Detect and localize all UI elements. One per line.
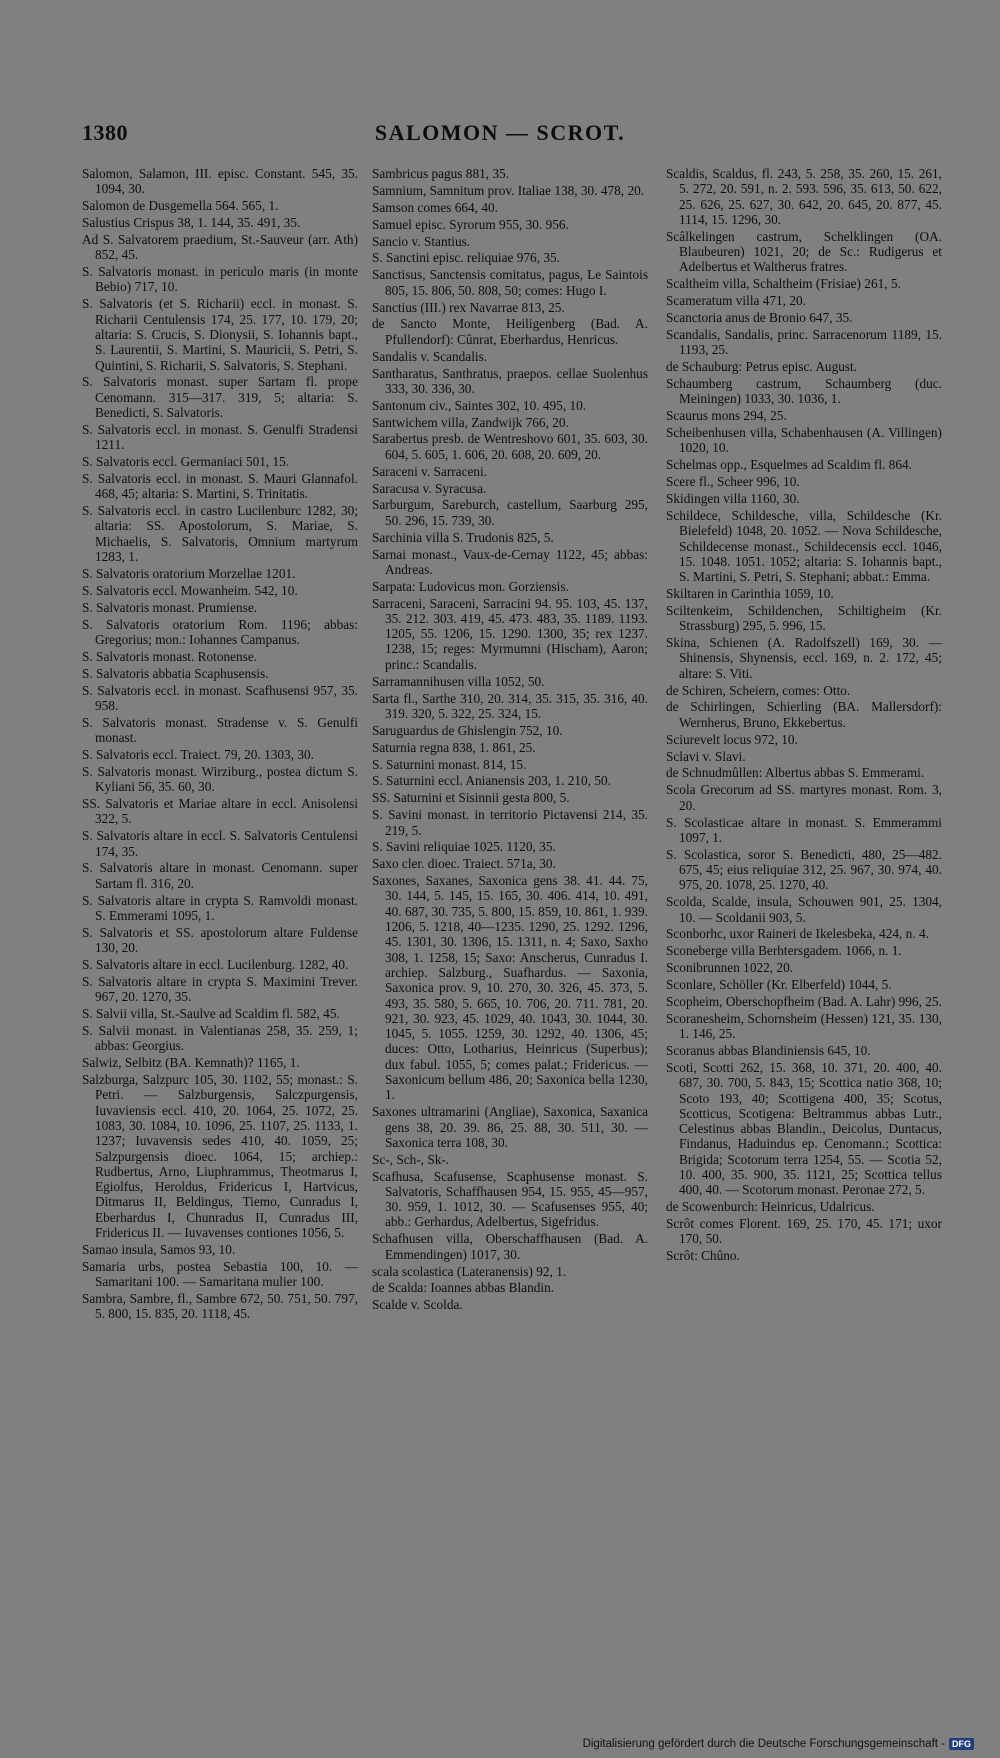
index-entry: Scoranesheim, Schornsheim (Hessen) 121, 35. 130, 1. 146, 25. bbox=[666, 1010, 942, 1042]
index-entry: S. Salvatoris oratorium Morzellae 1201. bbox=[82, 565, 296, 581]
index-entry: Skiltaren in Carinthia 1059, 10. bbox=[666, 586, 834, 602]
index-entry: Sconborhc, uxor Raineri de Ikelesbeka, 424, n. 4. bbox=[666, 926, 929, 942]
credit-text: Digitalisierung gefördert durch die Deutsche Forschungsgemeinschaft - bbox=[582, 1738, 945, 1750]
index-entry: Sarpata: Ludovicus mon. Gorziensis. bbox=[372, 578, 569, 594]
index-entry: S. Salvatoris altare in crypta S. Maximini Trever. 967, 20. 1270, 35. bbox=[82, 973, 358, 1005]
index-entry: de Schauburg: Petrus episc. August. bbox=[666, 359, 858, 375]
index-entry: Scalde v. Scolda. bbox=[372, 1297, 463, 1313]
index-entry: S. Salvatoris monast. super Sartam fl. prope Cenomann. 315—317. 319, 5; altaria: S. Benedicti, S. Salvatoris. bbox=[82, 374, 358, 421]
index-entry: Sciurevelt locus 972, 10. bbox=[666, 731, 798, 747]
index-entry: S. Sanctini episc. reliquiae 976, 35. bbox=[372, 250, 560, 266]
index-entry: Samao insula, Samos 93, 10. bbox=[82, 1241, 236, 1257]
index-entry: Scaltheim villa, Schaltheim (Frisiae) 261, 5. bbox=[666, 276, 901, 292]
index-column-1 bbox=[82, 166, 358, 1323]
index-entry: Salzburga, Salzpurc 105, 30. 1102, 55; monast.: S. Petri. — Salzburgensis, Salczpurgensis, Iuvaviensis eccl. 410, 20. 1064, 25. 1072, 25. 1083, 30. 1084, 10. 1096, 25. 1107, 25. 1133, 1. 1237; Iuvavensis sedes 410, 40. 1059, 25; Salzpurgensis dioec. 1064, 15; archiep.: Rudbertus, Arno, Liuphrammus, Theotmarus I, Egiolfus, Heroldus, Fridericus I, Hartvicus, Ditmarus II, Beldingus, Tiemo, Cunradus I, Eberhardus I, Chunradus II, Cunradus III, Fridericus II. — Iuvavenses contiones 1056, 5. bbox=[82, 1072, 358, 1240]
index-entry: Saracusa v. Syracusa. bbox=[372, 480, 487, 496]
index-entry: Sambra, Sambre, fl., Sambre 672, 50. 751, 50. 797, 5. 800, 15. 835, 20. 1118, 45. bbox=[82, 1290, 358, 1322]
index-entry: Scandalis, Sandalis, princ. Sarracenorum 1189, 15. 1193, 25. bbox=[666, 326, 942, 358]
index-entry: Sarburgum, Sareburch, castellum, Saarburg 295, 50. 296, 15. 739, 30. bbox=[372, 497, 648, 528]
index-entry: Ad S. Salvatorem praedium, St.-Sauveur (arr. Ath) 852, 45. bbox=[82, 231, 358, 263]
index-entry: Scopheim, Oberschopfheim (Bad. A. Lahr) 996, 25. bbox=[666, 993, 942, 1009]
index-entry: S. Salvatoris eccl. Traiect. 79, 20. 1303, 30. bbox=[82, 746, 314, 762]
index-entry: Scaurus mons 294, 25. bbox=[666, 408, 787, 424]
index-entry: Sancio v. Stantius. bbox=[372, 233, 471, 249]
index-entry: S. Salvatoris monast. Rotonense. bbox=[82, 648, 258, 664]
index-entry: de Schiren, Scheiern, comes: Otto. bbox=[666, 682, 851, 698]
index-entry: Saxones, Saxanes, Saxonica gens 38. 41. 44. 75, 30. 144, 5. 145, 15. 165, 30. 406. 414, 10. 491, 40. 687, 30. 735, 5. 800, 15. 859, 10. 861, 1. 939. 1206, 5. 1218, 40—1235. 1290, 25. 1292. 1296, 45. 1301, 30. 1306, 15. 1311, n. 4; Saxo, Saxho 308, 1. 1258, 15; Saxo: Anscherus, Cunradus I. archiep. Salzburg., Suafhardus. — Saxonia, Saxonica prov. 9, 10. 270, 30. 326, 45. 373, 5. 493, 35. 580, 5. 665, 10. 706, 20. 711. 781, 20. 921, 30. 923, 45. 1029, 40. 1043, 30. 1044, 30. 1045, 5. 1055. 1259, 30. 1292, 40. 1306, 45; duces: Otto, Lotharius, Heinricus (Superbus); dux fabul. 1055, 5; comes palat.; Fridericus. — Saxonicum bellum 486, 20; Saxonica bella 1230, 1. bbox=[372, 873, 648, 1103]
index-entry: Sarchinia villa S. Trudonis 825, 5. bbox=[372, 529, 554, 545]
index-entry: S. Salvatoris eccl. in monast. S. Genulfi Stradensi 1211. bbox=[82, 421, 358, 453]
index-entry: Sarabertus presb. de Wentreshovo 601, 35. 603, 30. 604, 5. 605, 1. 606, 20. 608, 20. 609, 20. bbox=[372, 431, 648, 462]
index-entry: S. Salvatoris eccl. in monast. Scafhusensi 957, 35. 958. bbox=[82, 682, 358, 713]
index-entry: Schildece, Schildesche, villa, Schildesche (Kr. Bielefeld) 1048, 20. 1052. — Nova Schildesche, Schildecense monast., Schildecensis eccl. 1046, 15. 1048. 1051. 1052; altaria: S. Iohannis bapt., S. Martini, S. Petri, S. Stephani; abbat.: Emma. bbox=[666, 507, 942, 585]
index-entry: S. Salvatoris altare in eccl. Lucilenburg. 1282, 40. bbox=[82, 956, 349, 972]
index-entry: S. Salvatoris abbatia Scaphusensis. bbox=[82, 665, 269, 681]
index-entry: S. Saturnini eccl. Anianensis 203, 1. 210, 50. bbox=[372, 773, 611, 789]
index-entry: Saxones ultramarini (Angliae), Saxonica, Saxanica gens 38, 20. 39. 86, 25. 88, 30. 511, 30. — Saxonica terra 108, 30. bbox=[372, 1104, 648, 1150]
index-entry: Santwichem villa, Zandwijk 766, 20. bbox=[372, 414, 569, 430]
index-entry: Saxo cler. dioec. Traiect. 571a, 30. bbox=[372, 856, 556, 872]
index-entry: S. Saturnini monast. 814, 15. bbox=[372, 756, 527, 772]
index-entry: Sarramannihusen villa 1052, 50. bbox=[372, 673, 545, 689]
index-entry: Scheibenhusen villa, Schabenhausen (A. Villingen) 1020, 10. bbox=[666, 425, 942, 456]
index-entry: Sconibrunnen 1022, 20. bbox=[666, 960, 794, 976]
index-entry: Scoranus abbas Blandiniensis 645, 10. bbox=[666, 1043, 871, 1059]
index-entry: Sanctius (III.) rex Navarrae 813, 25. bbox=[372, 299, 565, 315]
index-entry: Scaldis, Scaldus, fl. 243, 5. 258, 35. 260, 15. 261, 5. 272, 20. 591, n. 2. 593. 596, 35. 613, 50. 622, 25. 626, 25. 627, 30. 642, 20. 645, 20. 877, 45. 1114, 15. 1296, 30. bbox=[666, 166, 942, 227]
digitization-credit bbox=[583, 1738, 974, 1750]
index-entry: S. Scolastica, soror S. Benedicti, 480, 25—482. 675, 45; eius reliquiae 312, 25. 967, 30. 974, 40. 975, 20. 1078, 25. 1270, 40. bbox=[666, 846, 942, 893]
index-entry: SS. Salvatoris et Mariae altare in eccl. Anisolensi 322, 5. bbox=[82, 796, 358, 827]
index-entry: Sconeberge villa Berhtersgadem. 1066, n. 1. bbox=[666, 943, 902, 959]
index-entry: Scere fl., Scheer 996, 10. bbox=[666, 474, 800, 490]
index-entry: S. Salvatoris monast. in periculo maris (in monte Bebio) 717, 10. bbox=[82, 264, 358, 295]
index-entry: Saraceni v. Sarraceni. bbox=[372, 463, 488, 479]
index-entry: Skina, Schienen (A. Radolfszell) 169, 30. — Shinensis, Shynensis, eccl. 169, n. 2. 172, 45; altare: S. Viti. bbox=[666, 635, 942, 681]
index-entry: de Scowenburch: Heinricus, Udalricus. bbox=[666, 1199, 875, 1215]
running-head: SALOMON — SCROT. bbox=[374, 120, 626, 145]
index-entry: Samson comes 664, 40. bbox=[372, 199, 498, 215]
index-entry: Sandalis v. Scandalis. bbox=[372, 348, 488, 364]
index-entry: Samaria urbs, postea Sebastia 100, 10. — Samaritani 100. — Samaritana mulier 100. bbox=[82, 1258, 358, 1290]
index-entry: S. Salvatoris (et S. Richarii) eccl. in monast. S. Richarii Centulensis 174, 25. 177, 10. 179, 20; altaria: S. Crucis, S. Dionysii, S. Iohannis bapt., S. Laurentii, S. Martini, S. Mauricii, S. Petri, S. Quintini, S. Richarii, S. Salvatoris, S. Stephani. bbox=[82, 296, 358, 373]
index-entry: Sconlare, Schöller (Kr. Elberfeld) 1044, 5. bbox=[666, 977, 892, 993]
index-entry: Schelmas opp., Esquelmes ad Scaldim fl. 864. bbox=[666, 457, 912, 473]
index-entry: Scola Grecorum ad SS. martyres monast. Rom. 3, 20. bbox=[666, 782, 942, 813]
index-entry: S. Salvii villa, St.-Saulve ad Scaldim fl. 582, 45. bbox=[82, 1006, 340, 1022]
index-entry: Salwiz, Selbitz (BA. Kemnath)? 1165, 1. bbox=[82, 1055, 300, 1071]
index-entry: S. Salvatoris eccl. in monast. S. Mauri Glannafol. 468, 45; altaria: S. Martini, S. Trinitatis. bbox=[82, 470, 358, 502]
index-column-3 bbox=[666, 166, 942, 1265]
index-entry: Schaumberg castrum, Schaumberg (duc. Meiningen) 1033, 30. 1036, 1. bbox=[666, 376, 942, 407]
index-entry: S. Salvatoris et SS. apostolorum altare Fuldense 130, 20. bbox=[82, 924, 358, 956]
index-entry: Saturnia regna 838, 1. 861, 25. bbox=[372, 739, 536, 755]
index-entry: Salomon de Dusgemella 564. 565, 1. bbox=[82, 198, 279, 214]
index-entry: S. Salvatoris eccl. Germaniaci 501, 15. bbox=[82, 454, 290, 470]
index-entry: Sc-, Sch-, Sk-. bbox=[372, 1151, 450, 1167]
page-number: 1380 bbox=[82, 120, 128, 145]
index-entry: Salustius Crispus 38, 1. 144, 35. 491, 35. bbox=[82, 215, 301, 231]
index-entry: S. Salvatoris monast. Prumiense. bbox=[82, 599, 258, 615]
index-entry: de Scalda: Ioannes abbas Blandin. bbox=[372, 1280, 555, 1296]
index-entry: Sarnai monast., Vaux-de-Cernay 1122, 45; abbas: Andreas. bbox=[372, 546, 648, 577]
index-entry: Scafhusa, Scafusense, Scaphusense monast. S. Salvatoris, Schaffhausen 954, 15. 955, 45—957, 30. 959, 1. 1012, 30. — Scafusenses 955, 40; abb.: Gerhardus, Adelbertus, Sigefridus. bbox=[372, 1168, 648, 1230]
index-entry: S. Salvii monast. in Valentianas 258, 35. 259, 1; abbas: Georgius. bbox=[82, 1022, 358, 1054]
index-entry: Salomon, Salamon, III. episc. Constant. 545, 35. 1094, 30. bbox=[82, 166, 358, 197]
index-entry: Santharatus, Santhratus, praepos. cellae Suolenhus 333, 30. 336, 30. bbox=[372, 365, 648, 396]
index-entry: S. Savini monast. in territorio Pictavensi 214, 35. 219, 5. bbox=[372, 807, 648, 838]
index-entry: Scameratum villa 471, 20. bbox=[666, 293, 806, 309]
index-entry: de Schirlingen, Schierling (BA. Mallersdorf): Wernherus, Bruno, Ekkebertus. bbox=[666, 699, 942, 730]
index-entry: S. Salvatoris oratorium Rom. 1196; abbas: Gregorius; mon.: Iohannes Campanus. bbox=[82, 616, 358, 647]
index-entry: Scoti, Scotti 262, 15. 368, 10. 371, 20. 400, 40. 687, 30. 700, 5. 843, 15; Scottica natio 368, 10; Scoto 193, 40; Scottigena 400, 35; Scotus, Scotticus, Scotigena: Beltrammus abbas Lutr., Celestinus abbas Blandin., Deicolus, Duntacus, Findanus, Haduindus ep. Cenomann.; Scottica: Brigida; Scotorum terra 1254, 55. — Scotia 52, 10. 400, 35. 900, 35. 1121, 25; Scottica tellus 400, 40. — Scotorum monast. Peronae 272, 5. bbox=[666, 1059, 942, 1198]
index-entry: de Sancto Monte, Heiligenberg (Bad. A. Pfullendorf): Cûnrat, Eberhardus, Henricus. bbox=[372, 316, 648, 347]
index-entry: Scrôt: Chûno. bbox=[666, 1248, 740, 1264]
index-entry: Scolda, Scalde, insula, Schouwen 901, 25. 1304, 10. — Scoldanii 903, 5. bbox=[666, 894, 942, 925]
index-entry: scala scolastica (Lateranensis) 92, 1. bbox=[372, 1263, 567, 1279]
index-entry: Skidingen villa 1160, 30. bbox=[666, 491, 800, 507]
index-entry: Sambricus pagus 881, 35. bbox=[372, 166, 510, 181]
index-entry: S. Salvatoris monast. Stradense v. S. Genulfi monast. bbox=[82, 714, 358, 746]
index-entry: Sarraceni, Saraceni, Sarracini 94. 95. 103, 45. 137, 35. 212. 303. 419, 45. 473. 483, 35. 1189. 1193. 1205, 55. 1206, 15. 1290. 1300, 35; rex 1237. 1238, 15; reges: Myrmumni (Hischam), Aaron; princ.: Scandalis. bbox=[372, 595, 648, 672]
index-entry: Scâlkelingen castrum, Schelklingen (OA. Blaubeuren) 1021, 20; de Sc.: Rudigerus et Adelbertus et Waltherus fratres. bbox=[666, 228, 942, 275]
index-entry: Samnium, Samnitum prov. Italiae 138, 30. 478, 20. bbox=[372, 182, 645, 198]
index-entry: Scrôt comes Florent. 169, 25. 170, 45. 171; uxor 170, 50. bbox=[666, 1216, 942, 1247]
index-entry: S. Salvatoris altare in monast. Cenomann. super Sartam fl. 316, 20. bbox=[82, 860, 358, 891]
index-entry: Sanctisus, Sanctensis comitatus, pagus, Le Saintois 805, 15. 806, 50. 808, 50; comes: Hugo I. bbox=[372, 267, 648, 298]
index-entry: Santonum civ., Saintes 302, 10. 495, 10. bbox=[372, 397, 587, 413]
index-column-2 bbox=[372, 166, 648, 1314]
index-entry: Samuel episc. Syrorum 955, 30. 956. bbox=[372, 216, 569, 232]
index-entry: S. Salvatoris altare in eccl. S. Salvatoris Centulensi 174, 35. bbox=[82, 828, 358, 859]
index-entry: S. Salvatoris eccl. in castro Lucilenburc 1282, 30; altaria: SS. Apostolorum, S. Mariae, S. Michaelis, S. Salvatoris, Omnium martyrum 1283, 1. bbox=[82, 503, 358, 565]
index-entry: Sciltenkeim, Schildenchen, Schiltigheim (Kr. Strassburg) 295, 5. 996, 15. bbox=[666, 602, 942, 634]
index-entry: SS. Saturnini et Sisinnii gesta 800, 5. bbox=[372, 790, 570, 806]
index-entry: S. Salvatoris altare in crypta S. Ramvoldi monast. S. Emmerami 1095, 1. bbox=[82, 892, 358, 923]
index-entry: Sarta fl., Sarthe 310, 20. 314, 35. 315, 35. 316, 40. 319. 320, 5. 322, 25. 324, 15. bbox=[372, 690, 648, 721]
index-entry: Schafhusen villa, Oberschaffhausen (Bad. A. Emmendingen) 1017, 30. bbox=[372, 1231, 648, 1262]
index-entry: S. Salvatoris eccl. Mowanheim. 542, 10. bbox=[82, 582, 298, 598]
index-entry: de Schnudmûllen: Albertus abbas S. Emmerami. bbox=[666, 765, 925, 781]
dfg-logo: DFG bbox=[949, 1738, 974, 1750]
index-entry: S. Salvatoris monast. Wirziburg., postea dictum S. Kyliani 56, 35. 60, 30. bbox=[82, 763, 358, 795]
index-entry: Saruguardus de Ghislengin 752, 10. bbox=[372, 722, 563, 738]
index-entry: S. Savini reliquiae 1025. 1120, 35. bbox=[372, 839, 556, 855]
index-entry: S. Scolasticae altare in monast. S. Emmerammi 1097, 1. bbox=[666, 814, 942, 845]
index-entry: Sclavi v. Slavi. bbox=[666, 748, 746, 764]
index-entry: Scanctoria anus de Bronio 647, 35. bbox=[666, 310, 853, 326]
